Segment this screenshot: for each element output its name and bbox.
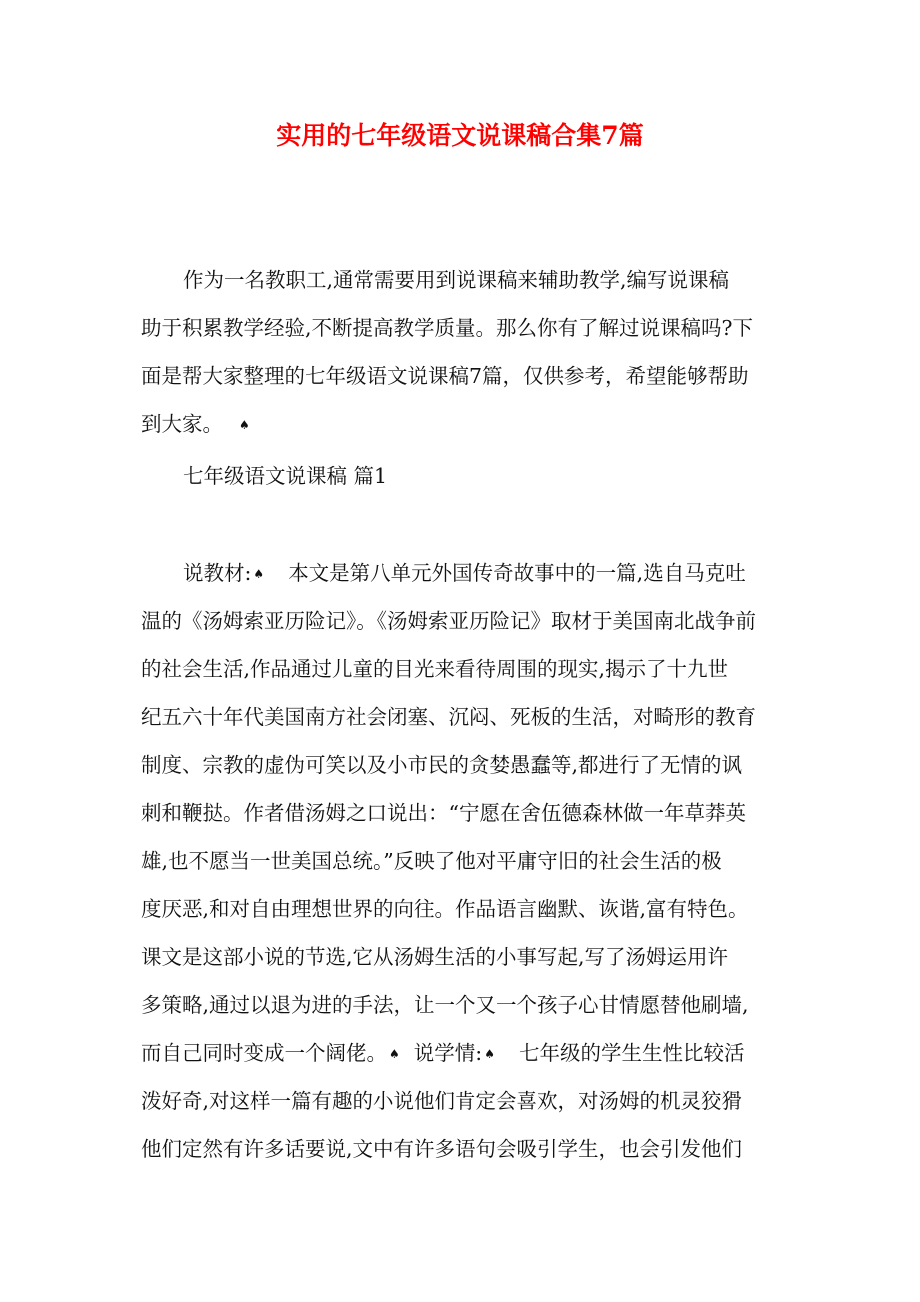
body-line-4: 纪五六十年代美国南方社会闭塞、沉闷、死板的生活，对畸形的教育 [141, 705, 756, 729]
section-heading: 七年级语文说课稿 篇1 [183, 464, 388, 488]
body-line-13: 他们定然有许多话要说,文中有许多语句会吸引学生，也会引发他们 [141, 1137, 743, 1161]
body-line-11 [141, 1035, 744, 1072]
body-line-12: 泼好奇,对这样一篇有趣的小说他们肯定会喜欢，对汤姆的机灵狡猾 [141, 1089, 743, 1113]
body-line-6: 刺和鞭挞。作者借汤姆之口说出：“宁愿在舍伍德森林做一年草莽英 [141, 801, 746, 825]
paragraph-mark-icon: ♠ [484, 1047, 495, 1061]
body-line-11-a: 而自己同时变成一个阔佬。 [141, 1041, 387, 1065]
intro-line-4-text: 到大家。 [141, 412, 223, 436]
body-line-3: 的社会生活,作品通过儿童的目光来看待周围的现实,揭示了十九世 [141, 657, 729, 681]
body-line-2: 温的《汤姆索亚历险记》。《汤姆索亚历险记》取材于美国南北战争前 [141, 609, 756, 633]
material-label: 说教材: [183, 561, 252, 585]
body-line-5: 制度、宗教的虚伪可笑以及小市民的贪婪愚蠢等,都进行了无情的讽 [141, 753, 743, 777]
intro-line-3: 面是帮大家整理的七年级语文说课稿7篇，仅供参考，希望能够帮助 [141, 364, 749, 388]
intro-line-1: 作为一名教职工,通常需要用到说课稿来辅助教学,编写说课稿 [183, 268, 730, 292]
body-line-8: 度厌恶,和对自由理想世界的向往。作品语言幽默、诙谐,富有特色。 [141, 897, 749, 921]
intro-line-4 [141, 406, 252, 443]
body-line-11-b: 七年级的学生生性比较活 [518, 1041, 745, 1065]
page-title: 实用的七年级语文说课稿合集7篇 [276, 121, 644, 150]
students-label: 说学情: [413, 1041, 483, 1065]
body-line-9: 课文是这部小说的节选,它从汤姆生活的小事写起,写了汤姆运用许 [141, 945, 729, 969]
paragraph-mark-icon: ♠ [389, 1047, 400, 1061]
material-line-1 [183, 555, 746, 592]
intro-line-2: 助于积累教学经验,不断提高教学质量。那么你有了解过说课稿吗?下 [141, 316, 754, 340]
paragraph-mark-icon: ♠ [253, 567, 265, 581]
paragraph-mark-icon: ♠ [239, 418, 250, 432]
material-first-text: 本文是第八单元外国传奇故事中的一篇,选自马克吐 [288, 561, 746, 585]
body-line-10: 多策略,通过以退为进的手法，让一个又一个孩子心甘情愿替他刷墙, [141, 993, 749, 1017]
body-line-7: 雄,也不愿当一世美国总统。”反映了他对平庸守旧的社会生活的极 [141, 849, 722, 873]
